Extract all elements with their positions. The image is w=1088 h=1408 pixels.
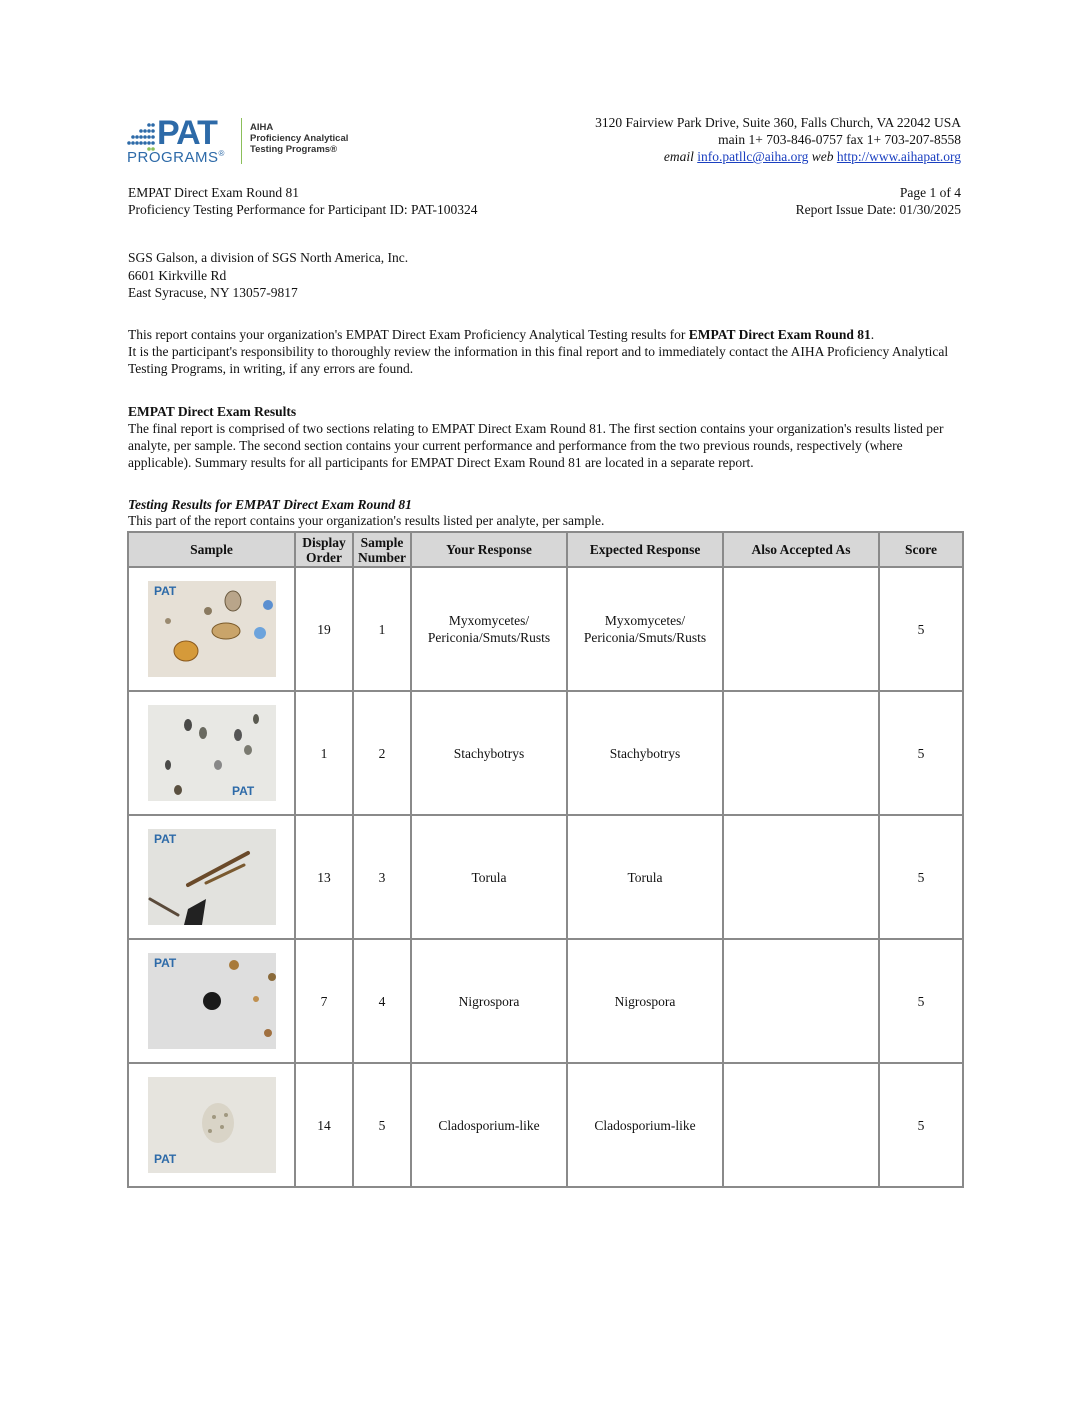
also-accepted	[723, 567, 879, 691]
also-accepted	[723, 691, 879, 815]
table-row	[128, 815, 963, 939]
logo-programs: PROGRAMS®	[127, 149, 225, 166]
web-link[interactable]: http://www.aihapat.org	[836, 149, 961, 164]
score: 5	[879, 567, 963, 691]
display-order: 13	[295, 815, 353, 939]
display-order: 14	[295, 1063, 353, 1187]
also-accepted	[723, 939, 879, 1063]
micrograph-image	[148, 581, 276, 677]
contact-block	[595, 114, 961, 165]
svg-text:PAT: PAT	[153, 956, 176, 970]
micrograph-image	[148, 953, 276, 1049]
sample-number: 5	[353, 1063, 411, 1187]
phone-line: main 1+ 703-846-0757 fax 1+ 703-207-8558	[718, 132, 961, 147]
expected-response: Torula	[567, 815, 723, 939]
your-response: Nigrospora	[411, 939, 567, 1063]
testing-title: Testing Results for EMPAT Direct Exam Round 81	[128, 497, 412, 512]
table-row	[128, 691, 963, 815]
testing-body: This part of the report contains your organization's results listed per analyte, per sample.	[128, 513, 605, 528]
table-header-row	[128, 532, 963, 567]
testing-section	[128, 497, 962, 529]
also-accepted	[723, 1063, 879, 1187]
sample-image-cell	[128, 939, 295, 1063]
display-order: 1	[295, 691, 353, 815]
col-also-accepted: Also Accepted As	[723, 532, 879, 567]
results-section	[128, 403, 962, 471]
sample-number: 3	[353, 815, 411, 939]
round-title: EMPAT Direct Exam Round 81	[128, 185, 299, 200]
report-header-left	[128, 184, 478, 218]
micrograph-image	[148, 829, 276, 925]
display-order: 7	[295, 939, 353, 1063]
your-response: Cladosporium-like	[411, 1063, 567, 1187]
your-response: Stachybotrys	[411, 691, 567, 815]
org-name: SGS Galson, a division of SGS North America, Inc.	[128, 250, 409, 265]
svg-text:PAT: PAT	[153, 832, 176, 846]
expected-response: Myxomycetes/ Periconia/Smuts/Rusts	[567, 567, 723, 691]
your-response: Torula	[411, 815, 567, 939]
org-city: East Syracuse, NY 13057-9817	[128, 285, 298, 300]
score: 5	[879, 815, 963, 939]
display-order: 19	[295, 567, 353, 691]
organization-address	[128, 249, 408, 302]
col-display-order: Display Order	[295, 532, 353, 567]
intro-paragraph: This report contains your organization's EMPAT Direct Exam Proficiency Analytical Testing results for EMPAT Direct Exam Round 81. It is the participant's responsibility to thoroughly review the information in this final report and to immediately contact the AIHA Proficiency Analytical Testing Programs, in writing, if any errors are found.	[128, 327, 949, 376]
results-title: EMPAT Direct Exam Results	[128, 404, 297, 419]
logo-brand: PAT	[157, 114, 217, 152]
col-score: Score	[879, 532, 963, 567]
table-row	[128, 1063, 963, 1187]
micrograph-image	[148, 1077, 276, 1173]
sample-number: 2	[353, 691, 411, 815]
logo-divider	[241, 118, 242, 164]
col-sample-number: Sample Number	[353, 532, 411, 567]
score: 5	[879, 939, 963, 1063]
logo-aiha-text: AIHA Proficiency Analytical Testing Programs®	[250, 122, 349, 155]
table-row	[128, 939, 963, 1063]
sample-image-cell	[128, 1063, 295, 1187]
col-sample: Sample	[128, 532, 295, 567]
sample-number: 4	[353, 939, 411, 1063]
your-response: Myxomycetes/ Periconia/Smuts/Rusts	[411, 567, 567, 691]
email-link[interactable]: info.patllc@aiha.org	[697, 149, 809, 164]
issue-date: Report Issue Date: 01/30/2025	[795, 202, 961, 217]
expected-response: Cladosporium-like	[567, 1063, 723, 1187]
sample-image-cell	[128, 691, 295, 815]
report-header-right	[796, 184, 961, 218]
micrograph-image	[148, 705, 276, 801]
col-your-response: Your Response	[411, 532, 567, 567]
col-expected-response: Expected Response	[567, 532, 723, 567]
page-number: Page 1 of 4	[899, 185, 961, 200]
sample-image-cell	[128, 567, 295, 691]
participant-line: Proficiency Testing Performance for Participant ID: PAT-100324	[128, 202, 478, 217]
pat-logo	[127, 116, 367, 168]
score: 5	[879, 1063, 963, 1187]
svg-text:PAT: PAT	[231, 784, 254, 798]
results-body: The final report is comprised of two sections relating to EMPAT Direct Exam Round 81. The first section contains your organization's results listed per analyte, per sample. The second section contains your current performance and performance from the two previous rounds, respectively (where applicable). Summary results for all participants for EMPAT Direct Exam Round 81 are located in a separate report.	[128, 421, 944, 470]
sample-image-cell	[128, 815, 295, 939]
svg-text:PAT: PAT	[153, 584, 176, 598]
results-table	[127, 531, 964, 1188]
org-street: 6601 Kirkville Rd	[128, 267, 227, 283]
sample-number: 1	[353, 567, 411, 691]
expected-response: Nigrospora	[567, 939, 723, 1063]
score: 5	[879, 691, 963, 815]
email-web-line: email info.patllc@aiha.org web http://www.aihapat.org	[663, 149, 961, 164]
svg-text:PAT: PAT	[153, 1152, 176, 1166]
table-row	[128, 567, 963, 691]
dot-grid-icon	[127, 122, 155, 152]
also-accepted	[723, 815, 879, 939]
expected-response: Stachybotrys	[567, 691, 723, 815]
address-line: 3120 Fairview Park Drive, Suite 360, Falls Church, VA 22042 USA	[595, 115, 961, 130]
